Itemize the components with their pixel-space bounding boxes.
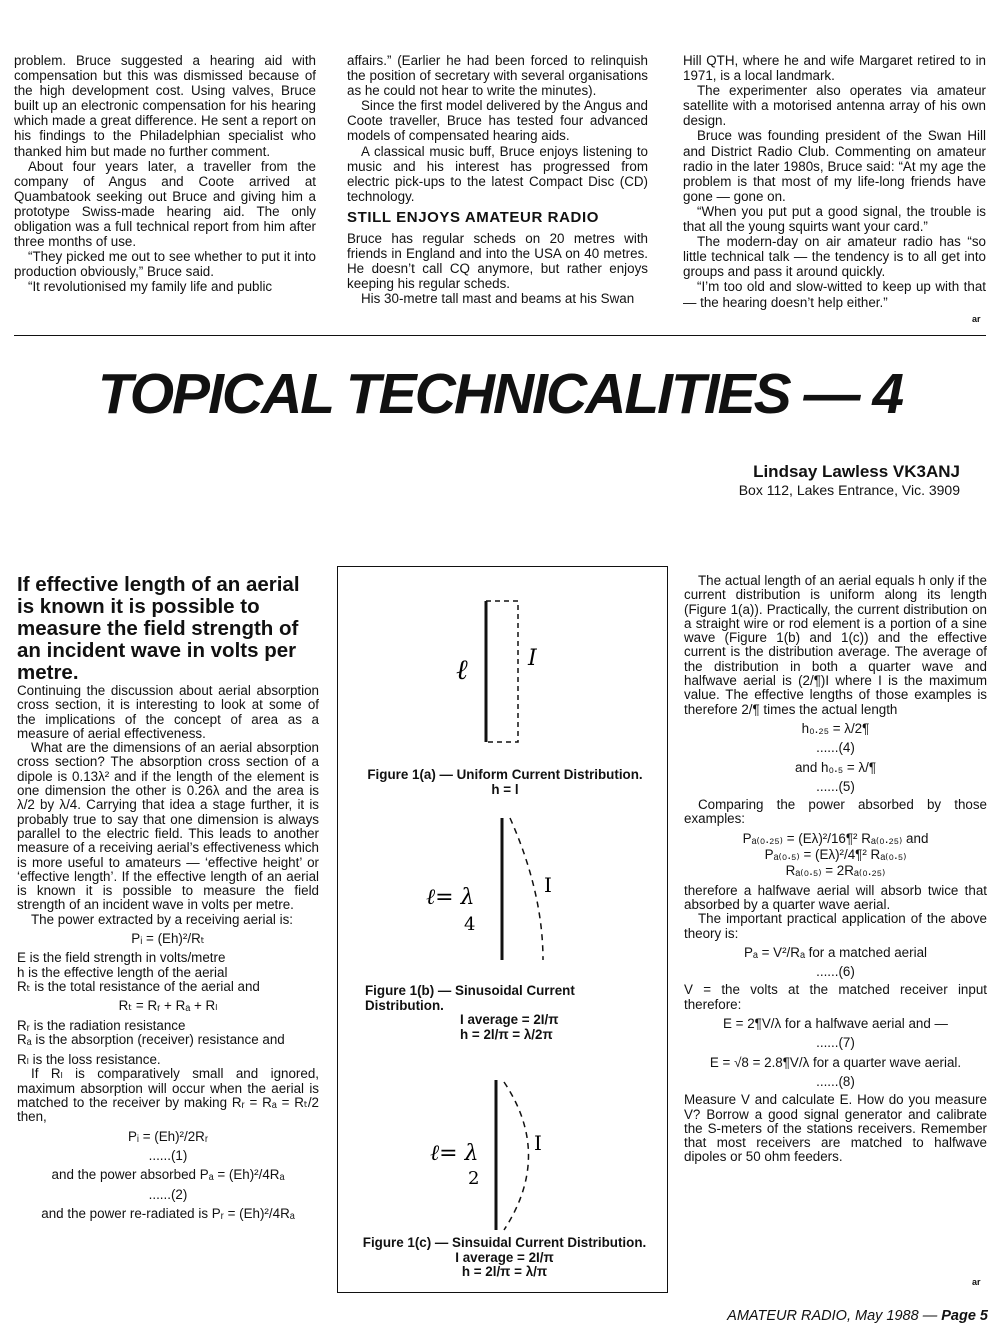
figure-1b-diagram <box>338 812 667 972</box>
equation-number: ......(8) <box>816 1073 855 1089</box>
paragraph: Continuing the discussion about aerial absorption cross section, it is interesting to look at some of the implications of the concept of area as a measure of aerial effectiveness. <box>17 683 319 741</box>
definition: Rₐ is the absorption (receiver) resistance and <box>17 1031 285 1047</box>
equation: Pₐ₍₀.₅₎ = (Eλ)²/4¶² Rₐ₍₀.₅₎ <box>764 847 907 863</box>
caption-line: Distribution. <box>365 997 444 1013</box>
equation: Pᵢ = (Eh)²/Rₜ <box>131 931 205 947</box>
issue-date: , May 1988 — <box>846 1308 942 1324</box>
paragraph: Bruce was founding president of the Swan Hill and District Radio Club. Commenting on amateur radio in the later 1980s, Bruce said: “At my age the problem is that most of my life-long friends have gone — gone on. <box>683 128 986 204</box>
figure-1b-caption <box>365 984 655 1042</box>
end-of-article-mark: ar <box>972 314 981 324</box>
paragraph: What are the dimensions of an aerial absorption cross section? The absorption cross section of a dipole is 0.13λ² and if the length of the element is one dimension the other is 0.26λ and the area is λ/2 by λ/4. Carrying that idea a stage further, it is probably true to say that one dimension is always parallel to the electric field. This leads to another measure of a receiving aerial’s effectiveness which is more useful to amateurs — ‘effective height’ or ‘effective length’. If the effective length of an aerial is known it is possible to measure the field strength of an incident wave in volts per metre. <box>17 740 319 913</box>
paragraph: “I’m too old and slow-witted to keep up with that — the hearing doesn’t help either.” <box>683 279 986 310</box>
caption-line: I average = 2I/π <box>455 1249 554 1265</box>
figure-1a-diagram <box>338 587 667 767</box>
publication-name: AMATEUR RADIO <box>727 1308 847 1324</box>
equation-number: ......(5) <box>816 778 855 794</box>
equation: Pᵢ = (Eh)²/2Rᵣ <box>127 1128 209 1144</box>
paragraph: Measure V and calculate E. How do you measure V? Borrow a good signal generator and calibrate the S-meters of the stations receivers. Remember that most receivers are matched to halfwave dipoles or 50 ohm feeders. <box>684 1092 987 1165</box>
current-label: I <box>534 1131 542 1155</box>
length-label: ℓ= λ <box>426 885 475 910</box>
page-footer <box>727 1308 988 1324</box>
current-distribution-line <box>486 601 518 742</box>
definition: Rₗ is the loss resistance. <box>17 1052 161 1068</box>
paragraph: therefore a halfwave aerial will absorb twice that absorbed by a quarter wave aerial. <box>684 882 987 912</box>
caption-line: h = 2l/π = λ/2π <box>460 1026 553 1042</box>
paragraph: The power extracted by a receiving aerial is: <box>31 911 293 927</box>
equation: and h₀.₅ = λ/¶ <box>794 759 877 775</box>
paragraph: affairs.” (Earlier he had been forced to relinquish the position of secretary with several organisations as he could not hear to write the minutes). <box>347 53 648 99</box>
length-label: ℓ <box>456 653 468 686</box>
caption-line: Figure 1(b) — Sinusoidal Current <box>365 983 575 998</box>
current-distribution-curve <box>510 818 543 960</box>
figure-1c-diagram <box>338 1072 667 1242</box>
definition: Rᵣ is the radiation resistance <box>17 1017 186 1033</box>
paragraph: “They picked me out to see whether to put it into production obviously,” Bruce said. <box>14 249 316 280</box>
length-label: ℓ= λ <box>430 1141 479 1166</box>
paragraph: If Rₗ is comparatively small and ignored, maximum absorption will occur when the aerial is matched to the receiver by making Rᵣ = Rₐ = Rₜ/2 then, <box>17 1066 319 1125</box>
paragraph: About four years later, a traveller from the company of Angus and Coote arrived at Quambatook seeking out Bruce and giving him a prototype Swiss-made hearing aid. The only obligation was a full technical report from him after three months of use. <box>14 158 316 250</box>
definition: Rₜ is the total resistance of the aerial and <box>17 978 260 994</box>
current-label: I <box>544 873 552 897</box>
caption-line: h = l <box>491 781 519 797</box>
paragraph: Hill QTH, where he and wife Margaret retired to in 1971, is a local landmark. <box>683 53 986 84</box>
paragraph: The modern-day on air amateur radio has “so little technical talk — the tendency is to all get into groups and pass it around quickly. <box>683 234 986 280</box>
caption-line: Figure 1(c) — Sinsuidal Current Distribution. <box>362 1235 647 1250</box>
article-kicker: If effective length of an aerial is known it is possible to measure the field strength of an incident wave in volts per metre. <box>17 573 300 684</box>
equation: h₀.₂₅ = λ/2¶ <box>801 720 870 736</box>
equation: Rₜ = Rᵣ + Rₐ + Rₗ <box>118 998 218 1014</box>
equation: and the power re-radiated is Pᵣ = (Eh)²/4Rₐ <box>41 1205 295 1221</box>
caption-line: Figure 1(a) — Uniform Current Distribution. <box>367 767 643 782</box>
prev-article-column-3 <box>683 53 986 310</box>
paragraph: His 30-metre tall mast and beams at his Swan <box>361 291 635 307</box>
paragraph: problem. Bruce suggested a hearing aid with compensation but this was dismissed because of the high development cost. Using valves, Bruce built up an electronic compensation for his hearing which made a great difference. He sent a report on his findings to the Philadelphian specialist who thanked him but made no further comment. <box>14 53 316 159</box>
equation-number: ......(1) <box>148 1147 188 1163</box>
author-name: Lindsay Lawless VK3ANJ <box>753 462 960 481</box>
article-title: TOPICAL TECHNICALITIES — 4 <box>97 362 903 426</box>
equation: E = √8 = 2.8¶V/λ for a quarter wave aerial. <box>709 1054 962 1070</box>
author-address: Box 112, Lakes Entrance, Vic. 3909 <box>738 482 960 498</box>
equation: Rₐ₍₀.₅₎ = 2Rₐ₍₀.₂₅₎ <box>785 863 886 879</box>
caption-line: h = 2l/π = λ/π <box>461 1264 548 1279</box>
paragraph: A classical music buff, Bruce enjoys listening to music and his interest has progressed from electric pick-ups to the latest Compact Disc (CD) technology. <box>347 143 648 204</box>
definition: E is the field strength in volts/metre <box>17 950 226 966</box>
equation-number: ......(7) <box>816 1035 855 1051</box>
section-divider <box>14 335 986 336</box>
figure-1a-caption <box>360 768 650 797</box>
equation-number: ......(6) <box>816 964 855 980</box>
prev-article-column-1 <box>14 53 316 295</box>
paragraph: “When you put put a good signal, the trouble is that all the young squirts want your card.” <box>683 203 986 235</box>
article-left-column <box>17 574 319 1226</box>
article-right-column <box>684 574 987 1165</box>
current-distribution-curve <box>504 1082 529 1230</box>
figure-box <box>337 566 668 1293</box>
paragraph: Comparing the power absorbed by those examples: <box>684 797 987 827</box>
end-of-article-mark: ar <box>972 1277 981 1287</box>
equation-number: ......(2) <box>148 1186 188 1202</box>
paragraph: The important practical application of the above theory is: <box>684 911 987 941</box>
section-subheading: STILL ENJOYS AMATEUR RADIO <box>347 208 600 226</box>
equation: E = 2¶V/λ for a halfwave aerial and — <box>723 1016 948 1032</box>
caption-line: I average = 2I/π <box>460 1012 559 1027</box>
paragraph: The actual length of an aerial equals h only if the current distribution is uniform along its length (Figure 1(a)). Practically, the current distribution on a straight wire or rod element is a portion of a sine wave (Figure 1(b) and 1(c)) and the effective current is the distribution average. The average of the distribution in both a quarter wave and halfwave aerial is (2/¶)I where I is the maximum value. The effective lengths of those examples is therefore 2/¶ times the actual length <box>684 573 987 717</box>
equation: Pₐ = V²/Rₐ for a matched aerial <box>743 944 927 960</box>
figure-1c-caption <box>352 1236 657 1280</box>
equation: and the power absorbed Pₐ = (Eh)²/4Rₐ <box>51 1167 285 1183</box>
paragraph: The experimenter also operates via amateur satellite with a motorised antenna array of his own design. <box>683 83 986 129</box>
paragraph: Since the first model delivered by the Angus and Coote traveller, Bruce has tested four advanced models of compensated hearing aids. <box>347 98 648 144</box>
byline <box>739 462 960 499</box>
definition: h is the effective length of the aerial <box>17 964 228 980</box>
length-label-denominator: 4 <box>464 914 476 935</box>
equation-number: ......(4) <box>816 740 855 756</box>
prev-article-column-2 <box>347 53 648 307</box>
paragraph: V = the volts at the matched receiver input therefore: <box>684 982 987 1012</box>
paragraph: Bruce has regular scheds on 20 metres with friends in England and into the USA on 40 metres. He doesn’t call CQ anymore, but rather enjoys keeping his regular scheds. <box>347 231 648 292</box>
paragraph: “It revolutionised my family life and public <box>28 279 273 295</box>
length-label-denominator: 2 <box>468 1168 480 1189</box>
equation: Pₐ₍₀.₂₅₎ = (Eλ)²/16¶² Rₐ₍₀.₂₅₎ and <box>742 830 929 846</box>
current-label: I <box>528 646 537 671</box>
page-number: Page 5 <box>941 1308 988 1324</box>
